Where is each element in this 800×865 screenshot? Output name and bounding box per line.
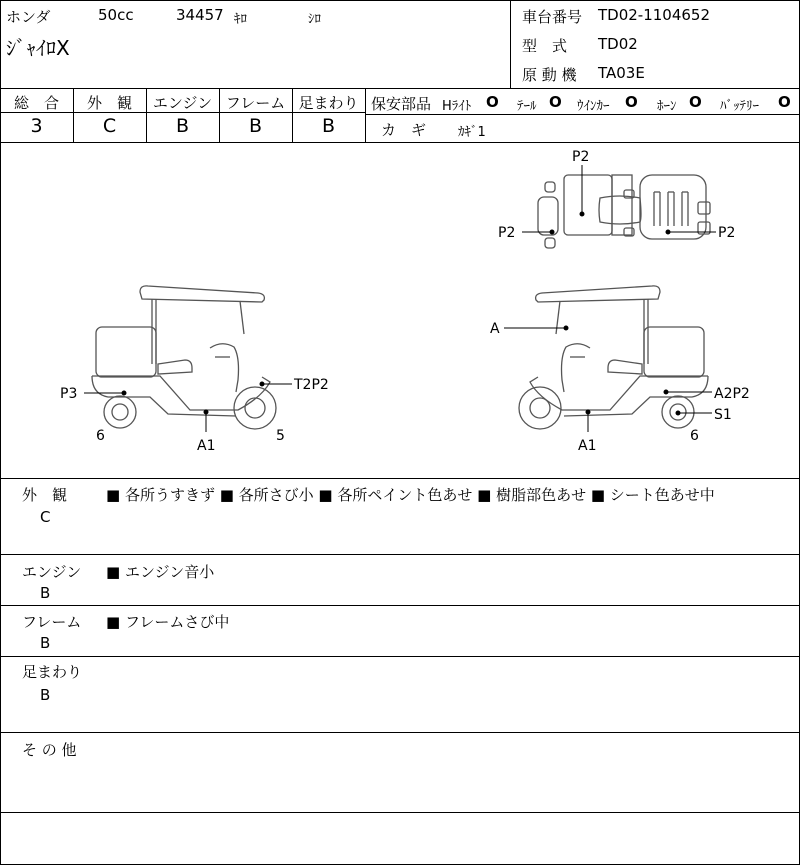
- section-engine-grade: B: [40, 584, 51, 602]
- section-frame-items: ■ フレームさび中: [106, 613, 230, 631]
- mark-t2p2: T2P2: [294, 377, 329, 393]
- mark-p3: P3: [60, 386, 78, 402]
- mark-left-5: 5: [276, 428, 285, 444]
- header-divider: [510, 0, 511, 88]
- mark-s1: S1: [714, 407, 732, 423]
- section-frame-label: フレーム: [22, 613, 82, 631]
- mark-top-p2-left: P2: [498, 225, 516, 241]
- safety-mark-headlight: O: [486, 93, 499, 111]
- engine-code: TA03E: [598, 64, 645, 82]
- scooter-top-view: [538, 175, 710, 248]
- section-suspension-grade: B: [40, 686, 51, 704]
- safety-item-headlight: Hﾗｲﾄ: [442, 99, 472, 114]
- grade-label-frame: フレーム: [225, 94, 286, 112]
- mileage-unit: ｷﾛ: [234, 12, 247, 27]
- safety-mark-horn: O: [689, 93, 702, 111]
- section-engine-items: ■ エンジン音小: [106, 563, 215, 581]
- model-code: TD02: [598, 35, 638, 53]
- mark-right-a1: A1: [578, 438, 597, 454]
- frame-number-label: 車台番号: [522, 8, 583, 26]
- section-frame-grade: B: [40, 634, 51, 652]
- safety-mark-tail: O: [549, 93, 562, 111]
- safety-parts-label: 保安部品: [371, 95, 432, 113]
- safety-mark-battery: O: [778, 93, 791, 111]
- frame-number: TD02-1104652: [598, 6, 711, 24]
- maker: ホンダ: [6, 8, 51, 26]
- grade-value-engine: B: [175, 115, 190, 137]
- grade-label-suspension: 足まわり: [298, 94, 359, 112]
- grade-value-exterior: C: [102, 115, 117, 137]
- safety-mark-winker: O: [625, 93, 638, 111]
- grade-label-exterior: 外 観: [86, 94, 132, 112]
- safety-item-battery: ﾊﾞｯﾃﾘｰ: [720, 99, 759, 114]
- engine-label: 原 動 機: [522, 66, 577, 84]
- mark-right-6: 6: [690, 428, 699, 444]
- section-exterior-grade: C: [40, 508, 51, 526]
- mark-top-p2: P2: [572, 149, 590, 165]
- section-exterior-label: 外 観: [22, 486, 68, 504]
- key-value: ｶｷﾞ1: [458, 125, 486, 140]
- safety-item-horn: ﾎｰﾝ: [657, 99, 677, 114]
- grade-value-overall: 3: [30, 115, 43, 137]
- scooter-left-view: [92, 286, 276, 429]
- section-exterior-items: ■ 各所うすきず ■ 各所さび小 ■ 各所ペイント色あせ ■ 樹脂部色あせ ■ シート色あせ中: [106, 486, 715, 504]
- model-code-label: 型 式: [522, 37, 568, 55]
- key-label: カ ギ: [381, 121, 427, 139]
- grade-label-overall: 総 合: [13, 94, 59, 112]
- section-engine-label: エンジン: [22, 563, 82, 581]
- grade-value-suspension: B: [321, 115, 336, 137]
- grade-value-frame: B: [248, 115, 263, 137]
- safety-item-tail: ﾃｰﾙ: [517, 99, 537, 114]
- scooter-right-view: [519, 286, 708, 429]
- displacement: 50cc: [98, 6, 134, 24]
- mark-right-a: A: [490, 321, 500, 337]
- damage-diagram: [0, 142, 800, 478]
- model-name: ｼﾞｬｲﾛX: [6, 36, 70, 60]
- safety-item-winker: ｳｲﾝｶｰ: [577, 99, 610, 114]
- grade-label-engine: エンジン: [152, 94, 213, 112]
- mileage: 34457: [176, 6, 224, 24]
- mark-left-6: 6: [96, 428, 105, 444]
- mark-a2p2: A2P2: [714, 386, 750, 402]
- mark-left-a1: A1: [197, 438, 216, 454]
- section-suspension-label: 足まわり: [22, 663, 83, 681]
- section-other-label: そ の 他: [22, 741, 77, 759]
- body-color: ｼﾛ: [308, 12, 321, 27]
- mark-top-p2-right: P2: [718, 225, 736, 241]
